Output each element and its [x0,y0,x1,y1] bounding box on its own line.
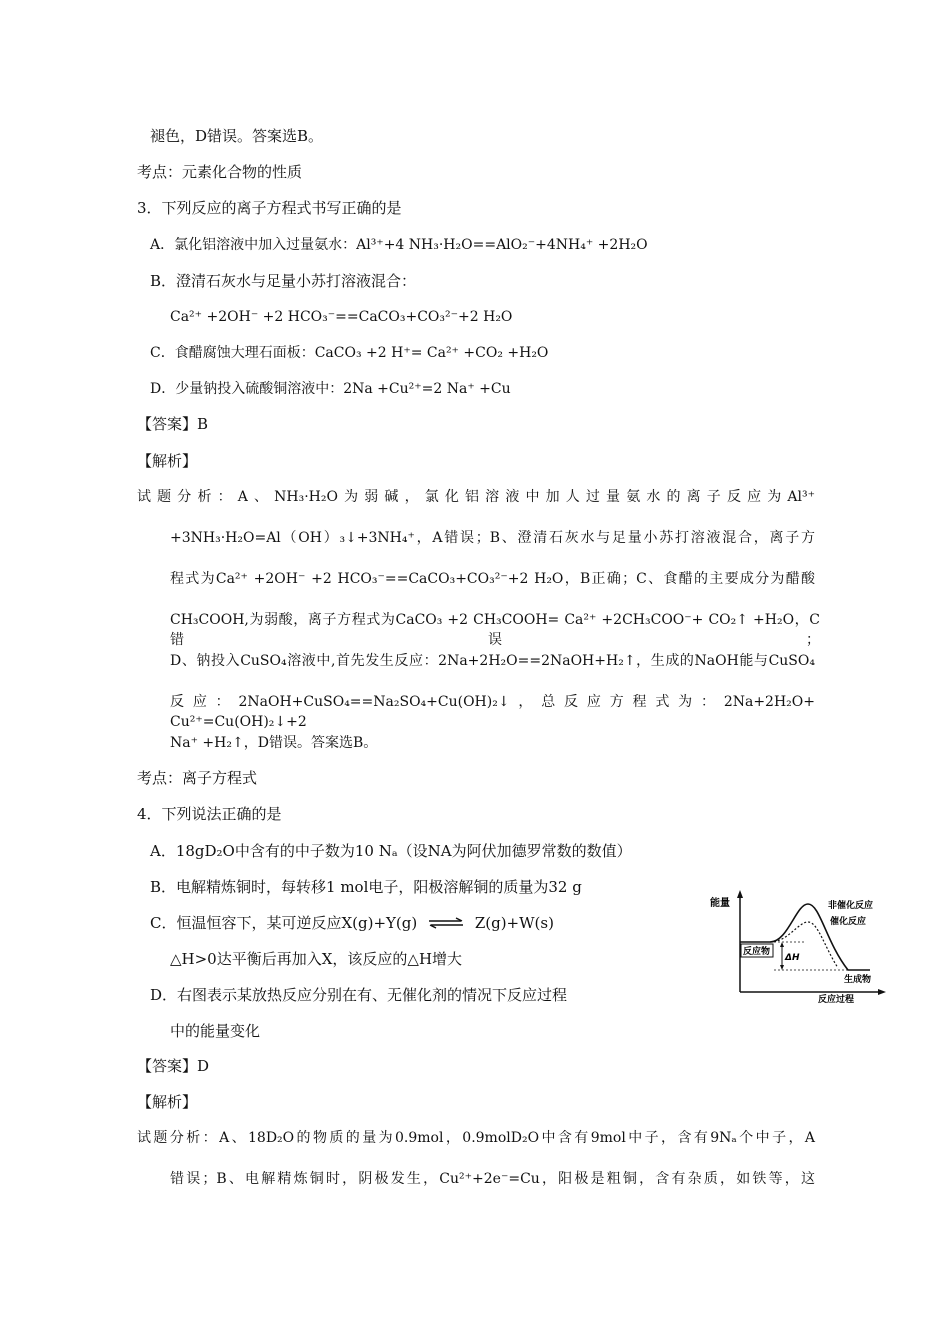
line-19: 4．下列说法正确的是 [137,805,282,823]
line-03: 3．下列反应的离子方程式书写正确的是 [137,199,402,217]
line-07: C．食醋腐蚀大理石面板：CaCO₃ +2 H⁺= Ca²⁺ +CO₂ +H₂O [150,345,549,361]
line-18: 考点：离子方程式 [137,769,258,787]
uncatalyzed-label: 非催化反应 [828,901,874,911]
line-27: 【解析】 [137,1093,198,1111]
figure-xlabel: 反应过程 [818,995,855,1004]
figure-ylabel: 能量 [710,898,730,909]
line-22-reactants: C．恒温恒容下，某可逆反应X(g)+Y(g) [150,914,418,932]
y-axis-arrow [737,890,743,898]
line-08: D．少量钠投入硫酸铜溶液中：2Na +Cu²⁺=2 Na⁺ +Cu [150,381,511,397]
line-29: 错误；B、电解精炼铜时，阴极发生，Cu²⁺+2e⁻=Cu，阳极是粗铜，含有杂质，如铁等，这 [170,1171,815,1187]
delta-h-arrowhead-bottom [780,965,784,970]
reactant-label: 反应物 [743,947,771,957]
line-22 [150,913,554,934]
line-26: 【答案】D [137,1057,210,1075]
line-01: 褪色，D错误。答案选B。 [150,127,324,145]
line-28: 试题分析：A、18D₂O的物质的量为0.9mol，0.9molD₂O中含有9mol中子，含有9Nₐ个中子，A [137,1130,815,1146]
line-24: D．右图表示某放热反应分别在有、无催化剂的情况下反应过程 [150,986,568,1004]
line-16: 反应：2NaOH+CuSO₄==Na₂SO₄+Cu(OH)₂↓，总反应方程式为：2Na+2H₂O+ Cu²⁺=Cu(OH)₂↓+2 [170,694,815,730]
line-15: D、钠投入CuSO₄溶液中,首先发生反应：2Na+2H₂O==2NaOH+H₂↑，生成的NaOH能与CuSO₄ [170,653,815,669]
energy-diagram [708,884,888,1004]
line-02: 考点：元素化合物的性质 [137,163,303,181]
line-20: A．18gD₂O中含有的中子数为10 Nₐ（设NA为阿伏加德罗常数的数值） [150,842,632,860]
line-23: △H>0达平衡后再加入X，该反应的△H增大 [170,950,463,968]
catalyzed-curve [770,922,838,968]
equilibrium-arrow-icon [428,914,464,934]
line-09: 【答案】B [137,415,209,433]
line-17: Na⁺ +H₂↑，D错误。答案选B。 [170,735,378,751]
line-13: 程式为Ca²⁺ +2OH⁻ +2 HCO₃⁻==CaCO₃+CO₃²⁻+2 H₂O，B正确；C、食醋的主要成分为醋酸 [170,571,815,587]
delta-h-label: ΔH [785,953,800,963]
line-10: 【解析】 [137,452,198,470]
line-11: 试题分析：A、NH₃·H₂O为弱碱，氯化铝溶液中加人过量氨水的离子反应为Al³⁺ [137,489,815,505]
line-05: B．澄清石灰水与足量小苏打溶液混合： [150,272,417,290]
line-14: CH₃COOH,为弱酸，离子方程式为CaCO₃ +2 CH₃COOH= Ca²⁺ +2CH₃COO⁻+ CO₂↑ +H₂O，C错误； [170,612,820,648]
x-axis-arrow [878,989,886,995]
line-12: +3NH₃·H₂O=Al（OH）₃↓+3NH₄⁺，A错误；B、澄清石灰水与足量小苏打溶液混合，离子方 [170,530,815,546]
product-label: 生成物 [844,975,872,985]
line-22-products: Z(g)+W(s) [474,914,554,932]
catalyzed-label: 催化反应 [830,917,867,927]
line-06: Ca²⁺ +2OH⁻ +2 HCO₃⁻==CaCO₃+CO₃²⁻+2 H₂O [170,309,513,325]
line-21: B．电解精炼铜时，每转移1 mol电子，阳极溶解铜的质量为32 g [150,878,582,896]
delta-h-arrowhead-top [780,942,784,947]
line-25: 中的能量变化 [170,1022,261,1040]
line-04: A．氯化铝溶液中加入过量氨水：Al³⁺+4 NH₃·H₂O==AlO₂⁻+4NH₄⁺ +2H₂O [150,237,648,253]
